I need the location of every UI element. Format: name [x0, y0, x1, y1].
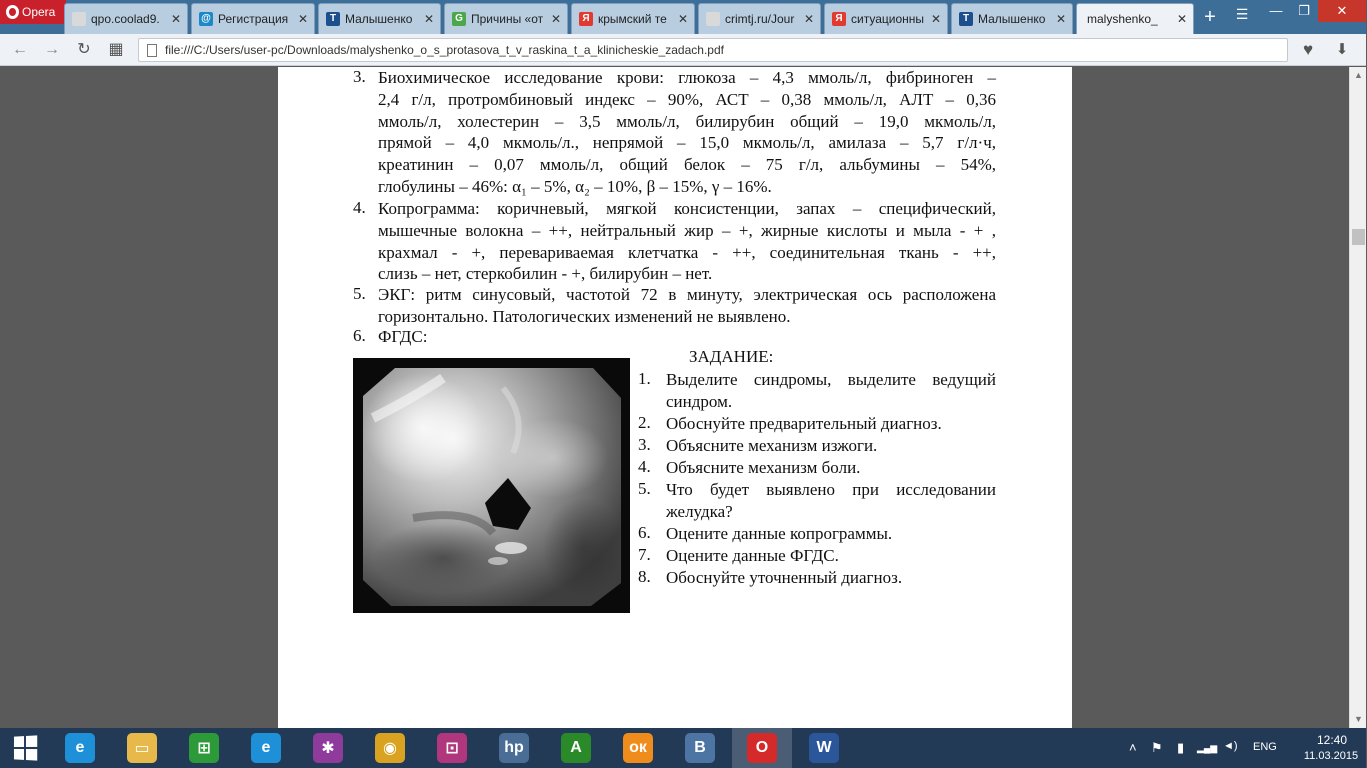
text-line: Что будет выявлено при исследовании: [666, 480, 996, 499]
tab-title: ситуационны: [851, 12, 925, 26]
action-center-flag-icon[interactable]: ⚑: [1151, 740, 1163, 755]
list-item: [353, 198, 996, 285]
tab-close-icon[interactable]: ✕: [170, 12, 181, 26]
remote-icon: ⊡: [437, 733, 467, 763]
google-icon: G: [452, 12, 466, 26]
task-title: ЗАДАНИЕ:: [689, 347, 774, 366]
tab-close-icon[interactable]: ✕: [930, 12, 941, 26]
navigation-bar: [0, 34, 1366, 66]
text-line: Оцените данные ФГДС.: [666, 546, 839, 565]
taskbar-puzzle[interactable]: [298, 728, 358, 768]
text-line: Копрограмма: коричневый, мягкой консистенции, запах – специфический,: [378, 199, 996, 218]
windows-logo-icon: [14, 735, 37, 760]
tab-title: крымский те: [598, 12, 667, 26]
a-icon: A: [561, 733, 591, 763]
scroll-up-arrow-icon[interactable]: ▲: [1354, 70, 1363, 80]
task-number: 5.: [638, 479, 651, 498]
text-line: Выделите синдромы, выделите ведущий: [666, 370, 996, 389]
tab-menu-icon[interactable]: ☰: [1235, 6, 1249, 22]
item-text: [378, 284, 996, 328]
text-line: синдром.: [666, 391, 733, 411]
task-text: [666, 523, 996, 545]
scroll-down-arrow-icon[interactable]: ▼: [1354, 714, 1363, 724]
task-number: 8.: [638, 567, 651, 586]
task-number: 1.: [638, 369, 651, 388]
task-number: 7.: [638, 545, 651, 564]
task-number: 4.: [638, 457, 651, 476]
text-line: ммоль/л, холестерин – 3,5 ммоль/л, билирубин общий – 19,0 мкмоль/л,: [378, 111, 996, 131]
taskbar-remote[interactable]: [422, 728, 482, 768]
text-line: Обоснуйте уточненный диагноз.: [666, 568, 903, 587]
tray-chevron-icon[interactable]: ˄: [1129, 740, 1137, 755]
opera-icon: O: [747, 733, 777, 763]
network-signal-icon[interactable]: ▂▄▆: [1197, 743, 1218, 753]
address-bar[interactable]: [138, 38, 1288, 62]
item-number: 3.: [353, 67, 366, 86]
system-tray: [1125, 728, 1366, 768]
opera-logo-icon: [6, 5, 19, 19]
back-button[interactable]: ←: [12, 41, 28, 58]
tab-8[interactable]: [951, 3, 1073, 34]
new-tab-button[interactable]: +: [1204, 6, 1216, 28]
taskbar-a[interactable]: [546, 728, 606, 768]
volume-icon[interactable]: ◄): [1223, 740, 1238, 752]
item-text: [378, 198, 996, 285]
item-number: 6.: [353, 326, 366, 345]
forward-button[interactable]: →: [44, 41, 60, 58]
ok-icon: ок: [623, 733, 653, 763]
yandex-icon: Я: [579, 12, 593, 26]
ie-icon: e: [65, 733, 95, 763]
tab-3[interactable]: [318, 3, 441, 34]
windows-taskbar: [0, 728, 1366, 768]
text-line: Объясните механизм боли.: [666, 458, 861, 477]
taskbar-ie[interactable]: [50, 728, 110, 768]
task-item: [638, 369, 996, 413]
text-line: горизонтально. Патологических изменений не выявлено.: [378, 306, 791, 326]
vk-icon: В: [685, 733, 715, 763]
taskbar-store[interactable]: [174, 728, 234, 768]
tab-2[interactable]: [191, 3, 315, 34]
tab-1[interactable]: [64, 3, 188, 34]
task-item: [638, 479, 996, 523]
disc-icon: ◉: [375, 733, 405, 763]
taskbar-media[interactable]: [360, 728, 420, 768]
taskbar-opera[interactable]: [732, 728, 792, 768]
task-item: [638, 545, 996, 567]
tab-close-icon[interactable]: ✕: [803, 12, 814, 26]
ie-icon: e: [251, 733, 281, 763]
taskbar-hp[interactable]: [484, 728, 544, 768]
item-text: [378, 67, 996, 198]
task-text: [666, 369, 996, 413]
clock-date[interactable]: 11.03.2015: [1303, 750, 1359, 762]
t-icon: T: [326, 12, 340, 26]
bookmark-heart-icon[interactable]: ♥: [1302, 40, 1314, 59]
tab-5[interactable]: [571, 3, 695, 34]
tab-title: Малышенко: [978, 12, 1046, 26]
text-line: ЭКГ: ритм синусовый, частотой 72 в минуту, электрическая ось расположена: [378, 285, 996, 304]
tab-title: qpo.coolad9.: [91, 12, 160, 26]
tab-close-icon[interactable]: ✕: [297, 12, 308, 26]
opera-menu-button[interactable]: [0, 0, 66, 24]
language-indicator[interactable]: ENG: [1253, 741, 1277, 753]
tab-close-icon[interactable]: ✕: [550, 12, 561, 26]
text-line: креатинин – 0,07 ммоль/л, общий белок – 75 г/л, альбумины – 54%,: [378, 155, 996, 175]
page-icon: [706, 12, 720, 26]
task-text: [666, 545, 996, 567]
task-number: 3.: [638, 435, 651, 454]
vertical-scrollbar[interactable]: [1349, 67, 1366, 728]
tab-9[interactable]: [1076, 3, 1194, 34]
taskbar-vk[interactable]: [670, 728, 730, 768]
text-line: Объясните механизм изжоги.: [666, 436, 878, 455]
tab-close-icon[interactable]: ✕: [423, 12, 434, 26]
taskbar-ok[interactable]: [608, 728, 668, 768]
yandex-icon: Я: [832, 12, 846, 26]
tab-close-icon[interactable]: ✕: [1176, 12, 1187, 26]
puzzle-icon: ✱: [313, 733, 343, 763]
page-icon: [147, 44, 157, 57]
item-number: 4.: [353, 198, 366, 217]
page-icon: [72, 12, 86, 26]
maximize-button[interactable]: ❐: [1298, 3, 1310, 18]
download-icon[interactable]: ⬇: [1335, 41, 1349, 58]
close-window-button[interactable]: ✕: [1318, 0, 1366, 22]
task-number: 2.: [638, 413, 651, 432]
taskbar-explorer[interactable]: [112, 728, 172, 768]
item-number: 5.: [353, 284, 366, 303]
text-line: слизь – нет, стеркобилин - +, билирубин – нет.: [378, 264, 713, 284]
text-line: крахмал - +, перевариваемая клетчатка - ++, соединительная ткань - ++,: [378, 242, 996, 262]
text-line: ФГДС:: [378, 327, 428, 346]
task-item: [638, 523, 996, 545]
task-item: [638, 435, 996, 457]
pdf-viewport[interactable]: [0, 67, 1349, 728]
text-line: глобулины – 46%: α₁ – 5%, α₂ – 10%, β – 15%, γ – 16%.: [378, 176, 772, 196]
document-content: [278, 67, 1072, 728]
opera-mail-icon: @: [199, 12, 213, 26]
task-text: [666, 435, 996, 457]
tab-title: Малышенко: [345, 12, 413, 26]
taskbar-ie-2[interactable]: [236, 728, 296, 768]
t-icon: T: [959, 12, 973, 26]
word-icon: W: [809, 733, 839, 763]
pdf-page: [278, 67, 1072, 728]
task-item: [638, 457, 996, 479]
scroll-thumb[interactable]: [1352, 229, 1365, 245]
text-line: прямой – 4,0 мкмоль/л., непрямой – 15,0 мкмоль/л, амилаза – 5,7 г/л·ч,: [378, 133, 996, 153]
tab-title: Регистрация: [218, 12, 289, 26]
text-line: мышечные волокна – ++, нейтральный жир – +, жирные кислоты и мыла - + ,: [378, 220, 996, 240]
hp-icon: hp: [499, 733, 529, 763]
list-item: [353, 326, 996, 348]
tab-title: crimtj.ru/Jour: [725, 12, 795, 26]
tab-bar: [0, 0, 1366, 34]
store-icon: ⊞: [189, 733, 219, 763]
folder-icon: ▭: [127, 733, 157, 763]
taskbar-word[interactable]: [794, 728, 854, 768]
start-button[interactable]: [0, 728, 50, 768]
opera-menu-label: Opera: [22, 5, 56, 19]
address-text: file:///C:/Users/user-pc/Downloads/malyshenko_o_s_protasova_t_v_raskina_t_a_klinicheskie_zadach.pdf: [165, 43, 724, 57]
task-item: [638, 567, 996, 589]
task-item: [638, 413, 996, 435]
minimize-button[interactable]: —: [1269, 3, 1283, 18]
text-line: Обоснуйте предварительный диагноз.: [666, 414, 942, 433]
fgds-endoscopy-image: [353, 358, 630, 613]
tab-4[interactable]: [444, 3, 568, 34]
text-line: Биохимическое исследование крови: глюкоза – 4,3 ммоль/л, фибриноген –: [378, 68, 996, 87]
speed-dial-button[interactable]: ▦: [108, 41, 124, 58]
list-item: [353, 284, 996, 328]
item-text: [378, 326, 996, 348]
tab-title: malyshenko_: [1087, 12, 1158, 26]
task-text: [666, 413, 996, 435]
battery-icon[interactable]: ▮: [1177, 740, 1185, 755]
tab-6[interactable]: [698, 3, 821, 34]
tab-close-icon[interactable]: ✕: [677, 12, 688, 26]
text-line: желудка?: [666, 501, 733, 521]
reload-button[interactable]: ↻: [77, 41, 91, 58]
task-number: 6.: [638, 523, 651, 542]
text-line: Оцените данные копрограммы.: [666, 524, 893, 543]
task-text: [666, 479, 996, 523]
task-text: [666, 567, 996, 589]
tab-7[interactable]: [824, 3, 948, 34]
text-line: 2,4 г/л, протромбиновый индекс – 90%, АСТ – 0,38 ммоль/л, АЛТ – 0,36: [378, 89, 996, 109]
task-text: [666, 457, 996, 479]
clock-time[interactable]: 12:40: [1316, 733, 1348, 747]
tab-title: Причины «от: [471, 12, 544, 26]
tab-close-icon[interactable]: ✕: [1055, 12, 1066, 26]
list-item: [353, 67, 996, 198]
